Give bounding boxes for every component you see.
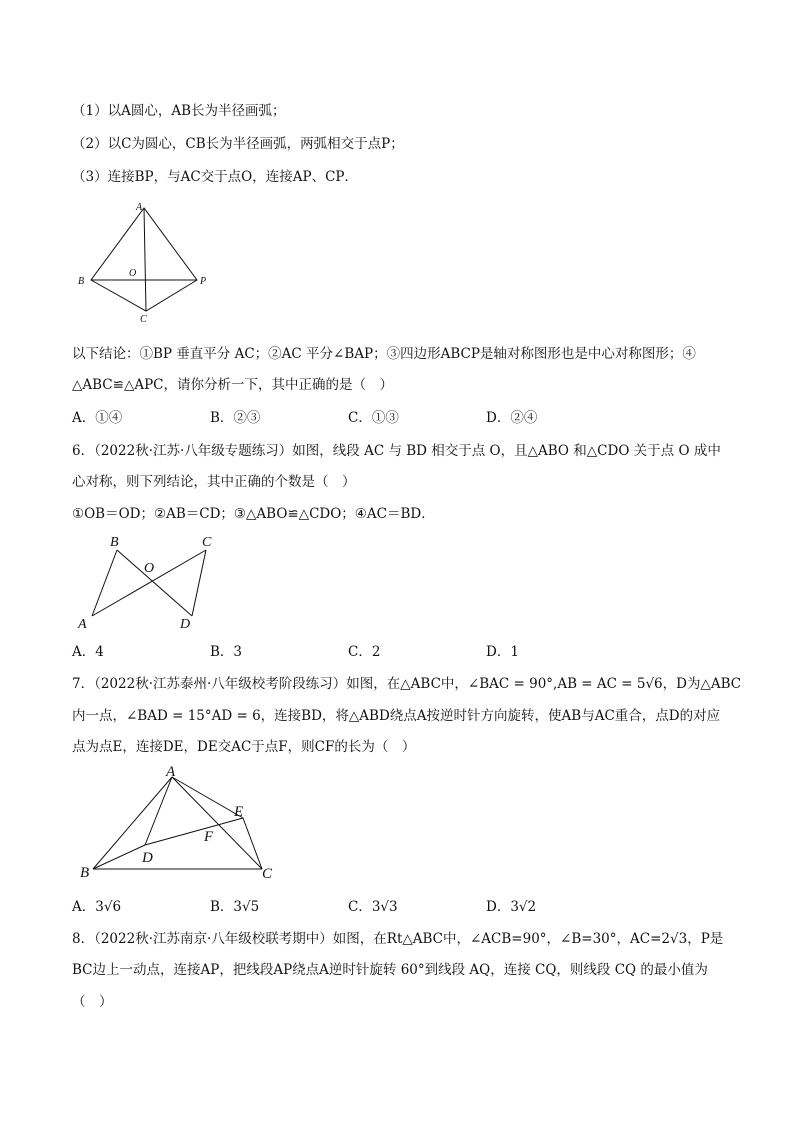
q7-option-b[interactable]: B．3√5 <box>210 899 260 915</box>
step-3: （3）连接BP，与AC交于点O，连接AP、CP． <box>72 169 358 185</box>
label-f: F <box>204 829 214 845</box>
label-a: A <box>78 617 87 632</box>
label-a: A <box>136 202 143 213</box>
segment-ad <box>145 777 172 845</box>
q5-option-c[interactable]: C．①③ <box>348 410 399 426</box>
segment-ec <box>243 818 262 869</box>
segment-cd <box>192 550 206 616</box>
segment-ac <box>172 777 262 869</box>
label-c: C <box>202 535 212 550</box>
segment-ae <box>172 777 243 818</box>
q7-stem-line2: 内一点，∠BAD = 15°AD = 6，连接BD，将△ABD绕点A按逆时针方向旋转，使AB与AC重合，点D的对应 <box>72 708 721 724</box>
label-b: B <box>80 865 90 881</box>
label-a: A <box>166 764 176 780</box>
q7-stem-line1: 7．（2022秋·江苏泰州·八年级校考阶段练习）如图，在△ABC中，∠BAC = 90°,AB = AC = 5√6，D为△ABC <box>72 676 742 692</box>
segment-ab <box>93 777 172 869</box>
segment-ac <box>144 208 146 311</box>
figure-rotation-abc <box>76 764 296 884</box>
label-b: B <box>110 535 119 550</box>
q6-option-d[interactable]: D．1 <box>486 644 519 660</box>
q5-conclusion-line2: △ABC≌△APC，请你分析一下，其中正确的是（ ） <box>72 377 393 393</box>
q6-option-a[interactable]: A．4 <box>72 644 104 660</box>
segment-ac <box>92 550 206 616</box>
q6-stem-line1: 6．（2022秋·江苏·八年级专题练习）如图，线段 AC 与 BD 相交于点 O，且△ABO 和△CDO 关于点 O 成中 <box>72 443 721 459</box>
q5-option-d[interactable]: D．②④ <box>486 410 538 426</box>
q6-stem-line3: ①OB＝OD；②AB＝CD；③△ABO≌△CDO；④AC＝BD． <box>72 506 435 522</box>
label-p: P <box>200 276 207 287</box>
q7-option-a[interactable]: A．3√6 <box>72 899 122 915</box>
label-o: O <box>129 268 137 279</box>
q5-option-b[interactable]: B．②③ <box>210 410 261 426</box>
segment-de <box>145 818 243 845</box>
label-c: C <box>262 866 273 882</box>
label-o: O <box>144 561 155 576</box>
step-1: （1）以A圆心，AB长为半径画弧； <box>72 103 286 119</box>
q7-stem-line3: 点为点E，连接DE，DE交AC于点F，则CF的长为（ ） <box>72 739 416 755</box>
label-b: B <box>78 276 85 287</box>
label-e: E <box>234 804 244 820</box>
segment-ab <box>92 550 117 616</box>
figure-bowtie-abcd <box>72 532 232 632</box>
q8-stem-line2: BC边上一动点，连接AP，把线段AP绕点A逆时针旋转 60°到线段 AQ，连接 CQ，则线段 CQ 的最小值为 <box>72 962 708 978</box>
q7-option-d[interactable]: D．3√2 <box>486 899 537 915</box>
q5-conclusion-line1: 以下结论：①BP 垂直平分 AC；②AC 平分∠BAP；③四边形ABCP是轴对称图形也是中心对称图形；④ <box>72 346 696 362</box>
q6-option-c[interactable]: C．2 <box>348 644 381 660</box>
step-2: （2）以C为圆心，CB长为半径画弧，两弧相交于点P； <box>72 136 404 152</box>
q5-option-a[interactable]: A．①④ <box>72 410 123 426</box>
q8-stem-line3: （ ） <box>72 994 113 1010</box>
q8-stem-line1: 8．（2022秋·江苏南京·八年级校联考期中）如图，在Rt△ABC中，∠ACB=90°，∠B=30°，AC=2√3，P是 <box>72 931 724 947</box>
label-d: D <box>142 850 153 866</box>
label-d: D <box>180 617 191 632</box>
label-c: C <box>140 314 147 325</box>
segment-bd <box>117 550 192 616</box>
segment-bd <box>93 845 145 869</box>
q6-stem-line2: 心对称，则下列结论，其中正确的个数是（ ） <box>72 474 356 490</box>
q7-option-c[interactable]: C．3√3 <box>348 899 398 915</box>
figure-kite-abcp <box>74 200 214 325</box>
q6-option-b[interactable]: B．3 <box>210 644 243 660</box>
